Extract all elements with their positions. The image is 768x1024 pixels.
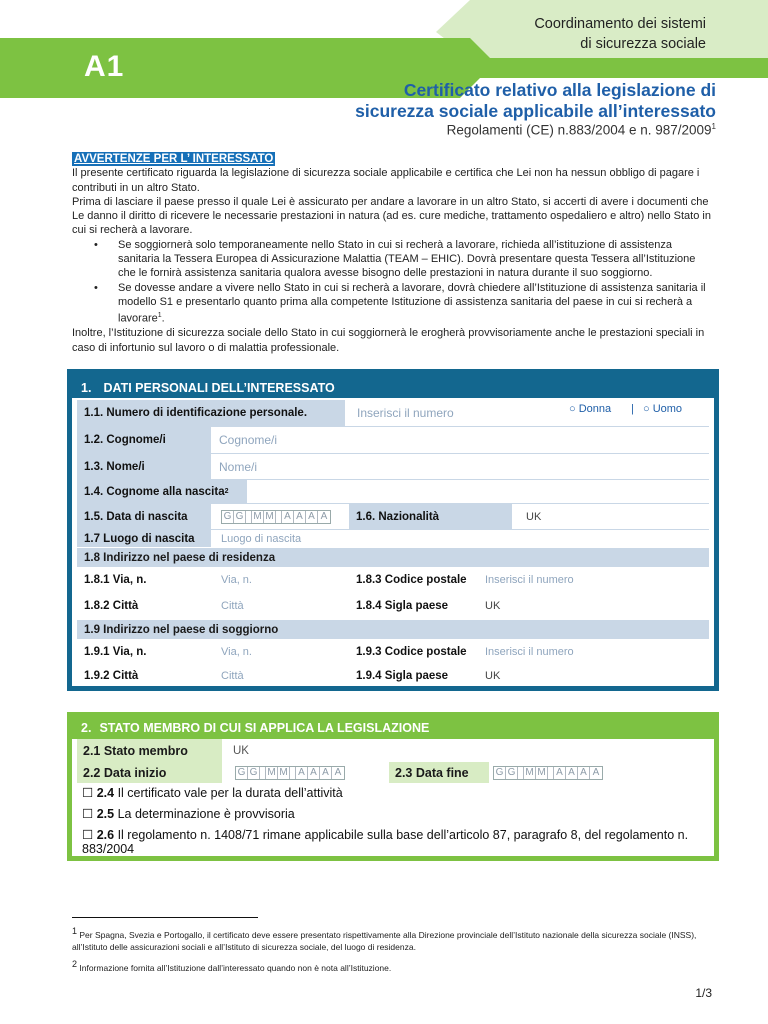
gender-female-radio[interactable]: ○ Donna xyxy=(569,403,612,415)
year-digit: A xyxy=(306,511,318,523)
birth-surname-label-text: 1.4. Cognome alla nascita xyxy=(84,485,225,498)
stay-city-label: 1.9.2 Città xyxy=(84,670,139,682)
page-number: 1/3 xyxy=(695,986,712,1000)
form-code: A1 xyxy=(84,50,125,83)
end-date-boxes[interactable] xyxy=(493,766,603,780)
nationality-label: 1.6. Nazionalità xyxy=(349,504,512,529)
residence-address-header: 1.8 Indirizzo nel paese di residenza xyxy=(77,548,709,567)
document-title xyxy=(355,80,716,122)
residence-postcode-label: 1.8.3 Codice postale xyxy=(356,574,467,586)
checkbox-activity-duration[interactable] xyxy=(82,786,712,800)
row-stay-city xyxy=(77,665,709,687)
stay-postcode-input[interactable]: Inserisci il numero xyxy=(485,646,574,658)
row-surname xyxy=(77,426,709,453)
residence-street-label: 1.8.1 Via, n. xyxy=(84,574,147,586)
first-name-label: 1.3. Nome/i xyxy=(77,454,211,479)
checkbox-text: Il regolamento n. 1408/71 rimane applicabile sulla base dell’articolo 87, paragrafo 8, del regolamento n. 883/2004 xyxy=(82,828,689,856)
stay-street-input[interactable]: Via, n. xyxy=(221,646,252,658)
section-2-number: 2. xyxy=(81,721,92,735)
checkbox-number: 2.4 xyxy=(96,786,115,800)
residence-city-label: 1.8.2 Città xyxy=(84,600,139,612)
stay-country-value[interactable]: UK xyxy=(485,670,501,682)
day-digit: G xyxy=(248,767,260,779)
year-digit: A xyxy=(282,511,294,523)
residence-country-value[interactable]: UK xyxy=(485,600,501,612)
year-digit: A xyxy=(320,767,332,779)
warnings-block xyxy=(72,152,712,355)
month-digit: M xyxy=(524,767,536,779)
surname-label: 1.2. Cognome/i xyxy=(77,427,211,453)
residence-postcode-input[interactable]: Inserisci il numero xyxy=(485,574,574,586)
start-date-label: 2.2 Data inizio xyxy=(77,762,222,783)
year-digit: A xyxy=(554,767,566,779)
year-digit: A xyxy=(592,767,600,778)
year-digit: A xyxy=(296,767,308,779)
section-2-title: STATO MEMBRO DI CUI SI APPLICA LA LEGISLAZIONE xyxy=(99,721,430,735)
residence-country-label: 1.8.4 Sigla paese xyxy=(356,600,449,612)
member-state-value[interactable]: UK xyxy=(233,744,249,757)
footnote-1 xyxy=(72,925,712,953)
start-date-boxes[interactable] xyxy=(235,766,345,780)
section-1-header xyxy=(67,369,719,398)
year-digit: A xyxy=(566,767,578,779)
day-digit: G xyxy=(506,767,518,779)
personal-id-label: 1.1. Numero di identificazione personale. xyxy=(77,400,345,426)
checkbox-text: Il certificato vale per la durata dell’attività xyxy=(114,786,343,800)
gender-separator: | xyxy=(631,403,634,415)
start-date-input[interactable] xyxy=(229,762,379,783)
footnote-1-text: Per Spagna, Svezia e Portogallo, il certificato deve essere presentato rispettivamente alla Direzione provinciale dell’Istituto nazionale della sicurezza sociale (INSS), all’Istituto delle assicurazioni sociali e all’Istituto di sicurezza sociale, del luogo di residenza. xyxy=(72,929,697,952)
checkbox-number: 2.6 xyxy=(96,828,115,842)
footnote-divider xyxy=(72,917,258,918)
warnings-bullet-2-end: . xyxy=(161,312,165,325)
row-stay-street xyxy=(77,639,709,665)
title-line-2: sicurezza sociale applicabile all’interessato xyxy=(355,101,716,121)
gender-male-radio[interactable]: ○ Uomo xyxy=(643,403,683,415)
birth-place-label: 1.7 Luogo di nascita xyxy=(77,530,211,547)
surname-input[interactable]: Cognome/i xyxy=(219,433,278,447)
section-1-title: DATI PERSONALI DELL’INTERESSATO xyxy=(103,381,335,395)
section-personal-data xyxy=(67,369,719,691)
day-digit: G xyxy=(494,767,506,779)
birth-date-input[interactable] xyxy=(215,504,345,529)
residence-city-input[interactable]: Città xyxy=(221,600,244,612)
warnings-bullet-2-text: Se dovesse andare a vivere nello Stato in cui si recherà a lavorare, dovrà chiedere all’Istituzione di assistenza sanitaria il modello S1 e presentarlo quanto prima alla competente Istituzione di assistenza sanitaria del paese in cui si recherà a lavorare xyxy=(118,281,706,325)
nationality-value[interactable]: UK xyxy=(526,510,542,523)
month-digit: M xyxy=(278,767,290,779)
birth-surname-label xyxy=(77,480,247,503)
section-applicable-legislation xyxy=(67,712,719,861)
member-state-label: 2.1 Stato membro xyxy=(77,739,222,762)
row-personal-id xyxy=(77,400,709,426)
month-digit: M xyxy=(252,511,264,523)
birth-surname-input[interactable] xyxy=(251,480,701,503)
row-birth-place xyxy=(77,529,709,547)
checkbox-number: 2.5 xyxy=(96,807,115,821)
personal-id-input[interactable]: Inserisci il numero xyxy=(357,406,454,420)
warnings-list xyxy=(94,238,712,326)
footnote-2 xyxy=(72,958,712,974)
year-digit: A xyxy=(320,511,328,522)
regulations-reference xyxy=(447,122,716,138)
checkbox-text: La determinazione è provvisoria xyxy=(114,807,295,821)
warnings-paragraph-2: Prima di lasciare il paese presso il quale Lei è assicurato per andare a lavorare in un altro Stato, si accerti di avere i documenti che Le danno il diritto di ricevere le necessarie prestazioni in natura (ad es. cure mediche, trattamento ospedaliero e altro) nello Stato in cui si recherà a lavorare. xyxy=(72,195,711,237)
month-digit: M xyxy=(536,767,548,779)
year-digit: A xyxy=(334,767,342,778)
month-digit: M xyxy=(266,767,278,779)
warnings-bullet-2 xyxy=(94,281,712,327)
row-residence-city xyxy=(77,593,709,619)
regulations-text: Regolamenti (CE) n.883/2004 e n. 987/2009 xyxy=(446,122,712,138)
row-birth-date-nationality xyxy=(77,503,709,529)
footnote-2-text: Informazione fornita all’Istituzione dall’interessato quando non è nota all’Istituzione. xyxy=(77,962,392,973)
residence-street-input[interactable]: Via, n. xyxy=(221,574,252,586)
stay-city-input[interactable]: Città xyxy=(221,670,244,682)
warnings-paragraph-1: Il presente certificato riguarda la legislazione di sicurezza sociale applicabile e certifica che Lei non ha nessun obbligo di pagare i contributi in un altro Stato. xyxy=(72,167,700,194)
day-digit: G xyxy=(236,767,248,779)
section-1-number: 1. xyxy=(81,381,92,395)
year-digit: A xyxy=(294,511,306,523)
title-line-1: Certificato relativo alla legislazione di xyxy=(403,80,716,100)
month-digit: M xyxy=(264,511,276,523)
stay-street-label: 1.9.1 Via, n. xyxy=(84,646,147,658)
footnote-mark: 1 xyxy=(157,312,162,320)
checkbox-provisional[interactable] xyxy=(82,807,712,821)
day-digit: G xyxy=(234,511,246,523)
stay-address-header: 1.9 Indirizzo nel paese di soggiorno xyxy=(77,620,709,639)
warnings-paragraph-3: Inoltre, l’Istituzione di sicurezza sociale dello Stato in cui soggiornerà le erogherà provvisoriamente anche le prestazioni speciali in caso di infortunio sul lavoro o di malattia professionale. xyxy=(72,327,705,354)
organization-line-2: di sicurezza sociale xyxy=(580,36,706,52)
regulations-footnote-mark: 1 xyxy=(711,122,716,131)
checkbox-icon[interactable]: ☐ xyxy=(82,828,94,842)
stay-country-label: 1.9.4 Sigla paese xyxy=(356,670,449,682)
end-date-label: 2.3 Data fine xyxy=(389,762,489,783)
row-first-name xyxy=(77,453,709,479)
checkbox-regulation-1408[interactable] xyxy=(82,828,712,856)
year-digit: A xyxy=(308,767,320,779)
row-member-state xyxy=(77,739,717,762)
year-digit: A xyxy=(578,767,590,779)
footnote-mark: 2 xyxy=(224,488,229,495)
footnote-2-mark: 2 xyxy=(72,959,78,969)
row-dates xyxy=(77,762,717,783)
day-digit: G xyxy=(222,511,234,523)
checkbox-icon[interactable]: ☐ xyxy=(82,807,94,821)
first-name-input[interactable]: Nome/i xyxy=(219,459,258,474)
row-residence-street xyxy=(77,567,709,593)
birth-date-label: 1.5. Data di nascita xyxy=(77,504,211,529)
stay-postcode-label: 1.9.3 Codice postale xyxy=(356,646,467,658)
footnote-1-mark: 1 xyxy=(72,926,78,936)
row-birth-surname xyxy=(77,479,709,503)
organization-name xyxy=(534,14,706,54)
birth-place-input[interactable]: Luogo di nascita xyxy=(221,532,302,545)
birth-date-boxes[interactable] xyxy=(221,510,331,524)
warnings-bullet-1: • Se soggiornerà solo temporaneamente nello Stato in cui si recherà a lavorare, richieda all’istituzione di assistenza sanitaria la Tessera Europea di Assicurazione Malattia (TEAM – EHIC). Dovrà presentare questa Tessera all’Istituzione che le fornirà assistenza sanitaria qualora avesse bisogno delle prestazioni in natura durante il suo soggiorno. xyxy=(94,238,712,281)
warnings-heading: AVVERTENZE PER L’ INTERESSATO xyxy=(74,153,274,165)
end-date-input[interactable] xyxy=(487,762,637,783)
organization-line-1: Coordinamento dei sistemi xyxy=(534,16,706,32)
section-2-header xyxy=(67,712,719,739)
checkbox-icon[interactable]: ☐ xyxy=(82,786,94,800)
